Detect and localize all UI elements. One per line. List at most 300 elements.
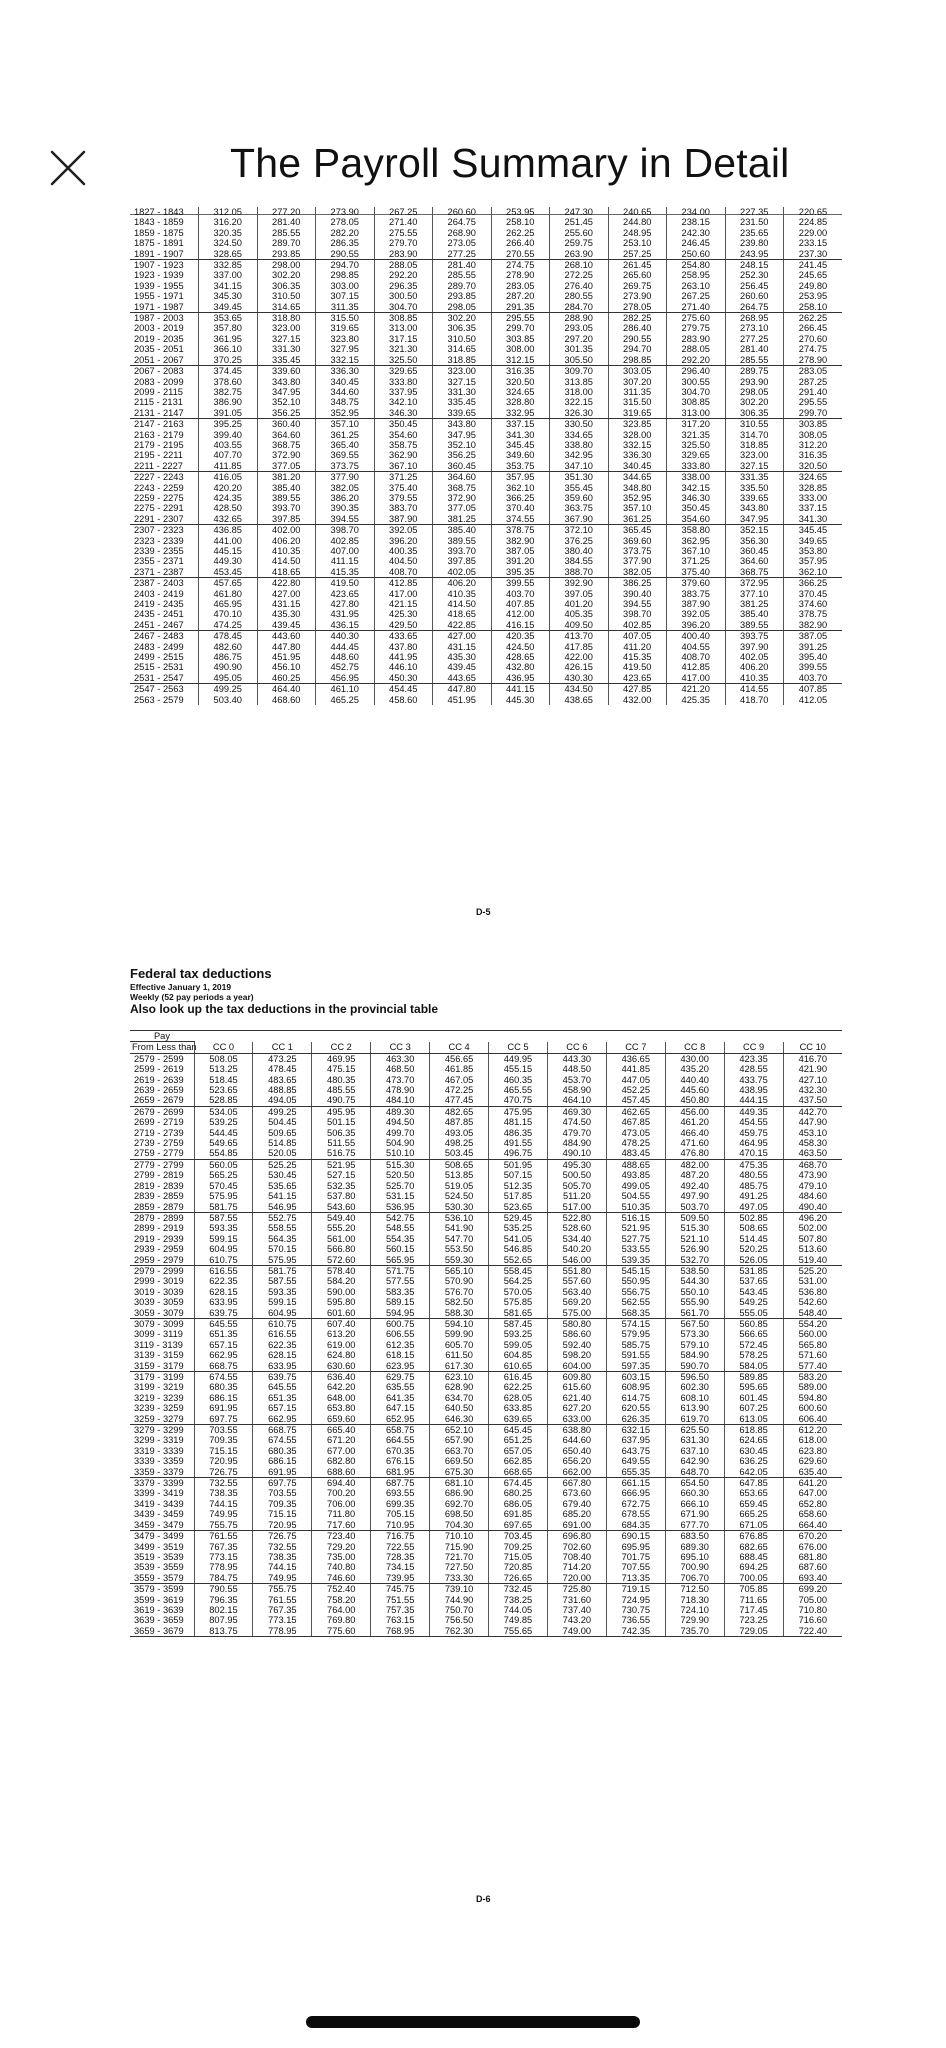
deduction-cell: 724.10 xyxy=(665,1605,724,1615)
deduction-cell: 416.15 xyxy=(491,620,550,631)
deduction-cell: 373.75 xyxy=(608,546,667,556)
pay-range-cell: 2579 - 2599 xyxy=(134,1053,184,1064)
pay-range-cell: 1891 - 1907 xyxy=(130,249,199,260)
pay-range-cell: 2179 - 2195 xyxy=(134,439,184,450)
deduction-cell: 316.20 xyxy=(199,217,258,227)
deduction-cell: 483.65 xyxy=(253,1075,312,1085)
deduction-cell: 499.05 xyxy=(606,1181,665,1191)
deduction-cell: 673.60 xyxy=(547,1488,606,1498)
deduction-cell: 494.05 xyxy=(253,1095,312,1106)
pay-range-cell: 2659 - 2679 xyxy=(130,1095,194,1106)
deduction-cell: 370.40 xyxy=(491,503,550,513)
deduction-cell: 726.75 xyxy=(194,1467,253,1478)
deduction-cell: 497.05 xyxy=(724,1202,783,1213)
deduction-cell: 224.85 xyxy=(784,217,843,227)
deduction-cell: 686.15 xyxy=(253,1456,312,1466)
deduction-cell: 601.45 xyxy=(724,1393,783,1403)
deduction-cell: 441.15 xyxy=(491,684,550,695)
deduction-cell: 346.30 xyxy=(667,493,726,503)
deduction-cell: 716.75 xyxy=(371,1531,430,1542)
pay-range-cell: 2403 - 2419 xyxy=(134,588,184,599)
page-number: D-6 xyxy=(476,1894,491,1904)
pay-range-cell: 3499 - 3519 xyxy=(134,1541,184,1552)
deduction-cell: 653.80 xyxy=(312,1403,371,1413)
deduction-cell: 521.95 xyxy=(606,1223,665,1233)
pay-range-cell: 3639 - 3659 xyxy=(134,1615,184,1626)
deduction-cell: 341.30 xyxy=(491,430,550,440)
deduction-cell: 437.50 xyxy=(783,1095,842,1106)
deduction-cell: 399.40 xyxy=(199,430,258,440)
deduction-cell: 305.50 xyxy=(550,355,609,366)
deduction-cell: 427.80 xyxy=(316,599,375,609)
deduction-cell: 558.45 xyxy=(489,1265,548,1276)
table-row xyxy=(130,599,842,609)
deduction-cell: 399.55 xyxy=(491,578,550,589)
deduction-cell: 262.25 xyxy=(784,313,843,324)
deduction-cell: 542.60 xyxy=(783,1297,842,1307)
deduction-cell: 689.30 xyxy=(665,1542,724,1552)
deduction-cell: 790.55 xyxy=(194,1584,253,1595)
deduction-cell: 569.20 xyxy=(547,1297,606,1307)
section-header xyxy=(130,966,842,1016)
deduction-cell: 624.80 xyxy=(312,1350,371,1360)
deduction-cell: 724.95 xyxy=(606,1595,665,1605)
deduction-cell: 453.45 xyxy=(199,567,258,578)
deduction-cell: 510.10 xyxy=(371,1148,430,1159)
deduction-cell: 411.20 xyxy=(608,642,667,652)
deduction-cell: 349.45 xyxy=(199,302,258,313)
deduction-cell: 402.05 xyxy=(433,567,492,578)
deduction-cell: 435.30 xyxy=(433,652,492,662)
deduction-cell: 300.50 xyxy=(374,291,433,301)
deduction-cell: 352.15 xyxy=(725,525,784,536)
deduction-cell: 784.75 xyxy=(194,1573,253,1584)
deduction-cell: 443.30 xyxy=(547,1053,606,1064)
deduction-cell: 387.05 xyxy=(491,546,550,556)
deduction-cell: 368.75 xyxy=(257,440,316,450)
deduction-cell: 298.05 xyxy=(725,387,784,397)
deduction-cell: 395.40 xyxy=(784,652,843,662)
deduction-cell: 813.75 xyxy=(194,1626,253,1637)
deduction-cell: 431.15 xyxy=(257,599,316,609)
deduction-cell: 580.80 xyxy=(547,1318,606,1329)
deduction-cell: 360.40 xyxy=(257,419,316,430)
deduction-cell: 473.25 xyxy=(253,1053,312,1064)
deduction-cell: 275.60 xyxy=(667,313,726,324)
table-row xyxy=(130,419,842,430)
deduction-cell: 470.10 xyxy=(199,609,258,619)
deduction-cell: 327.15 xyxy=(433,377,492,387)
deduction-cell: 331.30 xyxy=(257,344,316,354)
deduction-cell: 433.65 xyxy=(374,631,433,642)
deduction-cell: 260.60 xyxy=(725,291,784,301)
deduction-cell: 372.95 xyxy=(725,578,784,589)
deduction-cell: 701.75 xyxy=(606,1552,665,1562)
deduction-cell: 339.65 xyxy=(433,408,492,419)
deduction-cell: 281.40 xyxy=(433,260,492,271)
deduction-cell: 421.90 xyxy=(783,1064,842,1074)
deduction-cell: 570.90 xyxy=(430,1276,489,1286)
table-row xyxy=(130,1446,842,1456)
deduction-cell: 361.25 xyxy=(316,430,375,440)
deduction-cell: 651.35 xyxy=(253,1393,312,1403)
deduction-cell: 559.30 xyxy=(430,1255,489,1266)
deduction-cell: 352.10 xyxy=(257,397,316,407)
pay-range-cell: 2371 - 2387 xyxy=(130,567,199,578)
table-row xyxy=(130,1234,842,1244)
deduction-cell: 343.80 xyxy=(725,503,784,513)
deduction-cell: 317.20 xyxy=(667,419,726,430)
deduction-cell: 729.05 xyxy=(724,1626,783,1637)
deduction-cell: 480.35 xyxy=(312,1075,371,1085)
deduction-cell: 336.30 xyxy=(608,450,667,460)
deduction-cell: 414.50 xyxy=(433,599,492,609)
deduction-cell: 497.90 xyxy=(665,1191,724,1201)
deduction-cell: 394.55 xyxy=(316,514,375,525)
deduction-cell: 473.90 xyxy=(783,1170,842,1180)
pay-range-cell: 2939 - 2959 xyxy=(134,1244,184,1255)
deduction-cell: 553.50 xyxy=(430,1244,489,1254)
table-row xyxy=(130,1053,842,1064)
deduction-cell: 249.80 xyxy=(784,281,843,291)
deduction-cell: 542.75 xyxy=(371,1212,430,1223)
deduction-cell: 364.60 xyxy=(257,430,316,440)
deduction-cell: 572.45 xyxy=(724,1340,783,1350)
deduction-cell: 565.25 xyxy=(194,1170,253,1180)
deduction-cell: 350.45 xyxy=(667,503,726,513)
deduction-cell: 320.50 xyxy=(784,461,843,472)
deduction-cell: 377.90 xyxy=(608,556,667,566)
deduction-cell: 374.55 xyxy=(491,514,550,525)
pay-range-cell: 2563 - 2579 xyxy=(134,694,184,705)
deduction-cell: 470.75 xyxy=(489,1095,548,1106)
pay-range-cell: 3579 - 3599 xyxy=(134,1584,184,1595)
deduction-cell: 353.80 xyxy=(784,546,843,556)
deduction-cell: 732.55 xyxy=(253,1542,312,1552)
deduction-cell: 740.80 xyxy=(312,1562,371,1572)
deduction-cell: 260.60 xyxy=(433,207,492,217)
deduction-cell: 442.70 xyxy=(783,1106,842,1117)
deduction-cell: 668.75 xyxy=(194,1361,253,1372)
deduction-cell: 582.50 xyxy=(430,1297,489,1307)
deduction-cell: 697.65 xyxy=(489,1520,548,1531)
pay-range-cell: 3519 - 3539 xyxy=(134,1551,184,1562)
deduction-cell: 248.15 xyxy=(725,260,784,271)
deduction-cell: 344.65 xyxy=(608,472,667,483)
column-header: CC 3 xyxy=(371,1042,430,1053)
deduction-cell: 483.45 xyxy=(606,1148,665,1159)
section-heading: Federal tax deductions xyxy=(130,966,272,981)
deduction-cell: 700.90 xyxy=(665,1562,724,1572)
deduction-cell: 762.30 xyxy=(430,1626,489,1637)
deduction-cell: 546.00 xyxy=(547,1255,606,1266)
deduction-cell: 508.65 xyxy=(430,1159,489,1170)
deduction-cell: 412.85 xyxy=(667,662,726,672)
deduction-cell: 459.75 xyxy=(724,1128,783,1138)
upper-tax-table xyxy=(130,207,842,904)
deduction-cell: 475.35 xyxy=(724,1159,783,1170)
deduction-cell: 509.50 xyxy=(665,1212,724,1223)
pay-range-cell: 3219 - 3239 xyxy=(134,1392,184,1403)
deduction-cell: 671.05 xyxy=(724,1520,783,1531)
deduction-cell: 402.85 xyxy=(608,620,667,631)
deduction-cell: 495.95 xyxy=(312,1106,371,1117)
table-row xyxy=(130,440,842,450)
deduction-cell: 581.65 xyxy=(489,1308,548,1319)
deduction-cell: 761.55 xyxy=(253,1595,312,1605)
deduction-cell: 730.75 xyxy=(606,1605,665,1615)
pay-range-cell: 2355 - 2371 xyxy=(134,556,184,567)
deduction-cell: 450.80 xyxy=(665,1095,724,1106)
table-row xyxy=(130,1626,842,1637)
deduction-cell: 362.95 xyxy=(667,536,726,546)
deduction-cell: 470.15 xyxy=(724,1148,783,1159)
pay-range-cell: 3079 - 3099 xyxy=(134,1318,184,1329)
deduction-cell: 521.10 xyxy=(665,1234,724,1244)
deduction-cell: 329.65 xyxy=(374,366,433,377)
deduction-cell: 509.65 xyxy=(253,1128,312,1138)
deduction-cell: 709.25 xyxy=(489,1542,548,1552)
deduction-cell: 361.95 xyxy=(199,334,258,344)
deduction-cell: 253.95 xyxy=(491,207,550,217)
pay-range-cell: 1939 - 1955 xyxy=(134,280,184,291)
deduction-cell: 367.90 xyxy=(550,514,609,525)
deduction-cell: 308.05 xyxy=(784,430,843,440)
deduction-cell: 601.60 xyxy=(312,1308,371,1319)
deduction-cell: 448.50 xyxy=(547,1064,606,1074)
table-row xyxy=(130,1425,842,1436)
pay-range-cell: 2599 - 2619 xyxy=(134,1064,184,1075)
table-row xyxy=(130,323,842,333)
deduction-cell: 575.85 xyxy=(489,1297,548,1307)
close-button[interactable] xyxy=(48,148,88,188)
deduction-cell: 635.55 xyxy=(371,1382,430,1392)
deduction-cell: 277.20 xyxy=(257,207,316,217)
deduction-cell: 372.90 xyxy=(257,450,316,460)
deduction-cell: 451.95 xyxy=(257,652,316,662)
deduction-cell: 349.65 xyxy=(784,536,843,546)
deduction-cell: 308.85 xyxy=(374,313,433,324)
deduction-cell: 340.45 xyxy=(608,461,667,472)
table-row xyxy=(130,536,842,546)
deduction-cell: 579.95 xyxy=(606,1329,665,1339)
deduction-cell: 377.10 xyxy=(725,589,784,599)
deduction-cell: 627.20 xyxy=(547,1403,606,1413)
deduction-cell: 280.55 xyxy=(550,291,609,301)
deduction-cell: 357.95 xyxy=(491,472,550,483)
table-row xyxy=(130,461,842,472)
deduction-cell: 351.30 xyxy=(550,472,609,483)
deduction-cell: 250.60 xyxy=(667,249,726,260)
deduction-cell: 552.65 xyxy=(489,1255,548,1266)
deduction-cell: 441.95 xyxy=(374,652,433,662)
deduction-cell: 767.35 xyxy=(253,1605,312,1615)
deduction-cell: 348.75 xyxy=(316,397,375,407)
deduction-cell: 268.10 xyxy=(550,260,609,271)
home-indicator[interactable] xyxy=(306,2016,640,2028)
deduction-cell: 592.40 xyxy=(547,1340,606,1350)
deduction-cell: 455.15 xyxy=(489,1064,548,1074)
deduction-cell: 680.25 xyxy=(489,1488,548,1498)
deduction-cell: 697.75 xyxy=(253,1478,312,1489)
table-row xyxy=(130,642,842,652)
deduction-cell: 396.20 xyxy=(374,536,433,546)
deduction-cell: 271.40 xyxy=(374,217,433,227)
deduction-cell: 450.30 xyxy=(374,673,433,684)
deduction-cell: 374.45 xyxy=(199,366,258,377)
table-row xyxy=(130,1212,842,1223)
deduction-cell: 443.65 xyxy=(433,673,492,684)
deduction-cell: 267.25 xyxy=(374,207,433,217)
pay-range-cell: 3459 - 3479 xyxy=(130,1520,194,1531)
deduction-cell: 251.45 xyxy=(550,217,609,227)
deduction-cell: 514.85 xyxy=(253,1138,312,1148)
table-row xyxy=(130,662,842,672)
deduction-cell: 692.70 xyxy=(430,1499,489,1509)
deduction-cell: 746.60 xyxy=(312,1573,371,1584)
table-row xyxy=(130,514,842,525)
deduction-cell: 723.40 xyxy=(312,1531,371,1542)
deduction-cell: 333.00 xyxy=(784,493,843,503)
deduction-cell: 715.15 xyxy=(253,1509,312,1519)
deduction-cell: 755.75 xyxy=(253,1584,312,1595)
deduction-cell: 652.80 xyxy=(783,1499,842,1509)
deduction-cell: 539.35 xyxy=(606,1255,665,1266)
deduction-cell: 616.55 xyxy=(194,1265,253,1276)
deduction-cell: 656.20 xyxy=(547,1456,606,1466)
deduction-cell: 610.75 xyxy=(253,1318,312,1329)
deduction-cell: 505.70 xyxy=(547,1181,606,1191)
deduction-cell: 496.75 xyxy=(489,1148,548,1159)
deduction-cell: 647.85 xyxy=(724,1478,783,1489)
deduction-cell: 461.10 xyxy=(316,684,375,695)
deduction-cell: 335.50 xyxy=(725,483,784,493)
deduction-cell: 663.70 xyxy=(430,1446,489,1456)
pay-range-cell: 2067 - 2083 xyxy=(134,366,184,377)
deduction-cell: 284.70 xyxy=(550,302,609,313)
deduction-cell: 700.05 xyxy=(724,1573,783,1584)
deduction-cell: 417.85 xyxy=(550,642,609,652)
deduction-cell: 369.55 xyxy=(316,450,375,460)
deduction-cell: 277.25 xyxy=(433,249,492,260)
deduction-cell: 502.00 xyxy=(783,1223,842,1233)
deduction-cell: 484.10 xyxy=(371,1095,430,1106)
deduction-cell: 282.20 xyxy=(316,228,375,238)
deduction-cell: 427.00 xyxy=(433,631,492,642)
deduction-cell: 378.60 xyxy=(199,377,258,387)
deduction-cell: 299.70 xyxy=(784,408,843,419)
table-row xyxy=(130,1297,842,1307)
table-row xyxy=(130,1075,842,1085)
deduction-cell: 258.95 xyxy=(667,270,726,280)
table-row xyxy=(130,556,842,566)
table-row xyxy=(130,313,842,324)
deduction-cell: 548.40 xyxy=(783,1308,842,1319)
deduction-cell: 346.30 xyxy=(374,408,433,419)
from-less-than-header: From Less than xyxy=(132,1042,197,1053)
deduction-cell: 481.15 xyxy=(489,1117,548,1127)
table-row xyxy=(130,546,842,556)
deduction-cell: 485.75 xyxy=(724,1181,783,1191)
deduction-cell: 403.70 xyxy=(491,589,550,599)
deduction-cell: 607.40 xyxy=(312,1318,371,1329)
table-row xyxy=(130,1605,842,1615)
table-row xyxy=(130,525,842,536)
deduction-cell: 694.25 xyxy=(724,1562,783,1572)
deduction-cell: 339.60 xyxy=(257,366,316,377)
deduction-cell: 606.55 xyxy=(371,1329,430,1339)
pay-range-cell: 2467 - 2483 xyxy=(134,631,184,642)
deduction-cell: 737.40 xyxy=(547,1605,606,1615)
deduction-cell: 534.40 xyxy=(547,1234,606,1244)
deduction-cell: 636.40 xyxy=(312,1372,371,1383)
deduction-cell: 345.45 xyxy=(491,440,550,450)
deduction-cell: 290.55 xyxy=(316,249,375,260)
deduction-cell: 613.20 xyxy=(312,1329,371,1339)
deduction-cell: 520.05 xyxy=(253,1148,312,1159)
deduction-cell: 568.35 xyxy=(606,1308,665,1319)
deduction-cell: 593.35 xyxy=(194,1223,253,1233)
deduction-cell: 578.40 xyxy=(312,1265,371,1276)
deduction-cell: 606.40 xyxy=(783,1414,842,1425)
deduction-cell: 435.20 xyxy=(665,1064,724,1074)
deduction-cell: 618.15 xyxy=(371,1350,430,1360)
deduction-cell: 425.35 xyxy=(667,695,726,705)
deduction-cell: 301.35 xyxy=(550,344,609,354)
deduction-cell: 751.55 xyxy=(371,1595,430,1605)
deduction-cell: 638.80 xyxy=(547,1425,606,1436)
deduction-cell: 367.10 xyxy=(374,461,433,472)
deduction-cell: 431.15 xyxy=(433,642,492,652)
deduction-cell: 807.95 xyxy=(194,1615,253,1625)
deduction-cell: 446.10 xyxy=(374,662,433,672)
deduction-cell: 271.40 xyxy=(667,302,726,313)
deduction-cell: 743.20 xyxy=(547,1615,606,1625)
deduction-cell: 357.80 xyxy=(199,323,258,333)
deduction-cell: 541.05 xyxy=(489,1234,548,1244)
deduction-cell: 635.40 xyxy=(783,1467,842,1478)
deduction-cell: 377.90 xyxy=(316,472,375,483)
table-row xyxy=(130,1318,842,1329)
table-row xyxy=(130,1467,842,1478)
deduction-cell: 637.95 xyxy=(606,1435,665,1445)
deduction-cell: 467.05 xyxy=(430,1075,489,1085)
pay-range-cell: 2739 - 2759 xyxy=(134,1138,184,1149)
deduction-cell: 504.90 xyxy=(371,1138,430,1148)
deduction-cell: 566.80 xyxy=(312,1244,371,1254)
deduction-cell: 516.75 xyxy=(312,1148,371,1159)
deduction-cell: 430.00 xyxy=(665,1053,724,1064)
deduction-cell: 252.30 xyxy=(725,270,784,280)
deduction-cell: 640.50 xyxy=(430,1403,489,1413)
table-row xyxy=(130,366,842,377)
deduction-cell: 571.60 xyxy=(783,1350,842,1360)
pay-range-cell: 3539 - 3559 xyxy=(134,1562,184,1573)
deduction-cell: 273.10 xyxy=(725,323,784,333)
deduction-cell: 296.35 xyxy=(374,281,433,291)
deduction-cell: 426.15 xyxy=(550,662,609,672)
deduction-cell: 399.55 xyxy=(784,662,843,672)
pay-range-cell: 2839 - 2859 xyxy=(134,1191,184,1202)
deduction-cell: 720.95 xyxy=(253,1520,312,1531)
deduction-cell: 348.80 xyxy=(608,483,667,493)
deduction-cell: 369.60 xyxy=(608,536,667,546)
deduction-cell: 285.55 xyxy=(257,228,316,238)
deduction-cell: 286.40 xyxy=(608,323,667,333)
table-row xyxy=(130,1159,842,1170)
deduction-cell: 708.40 xyxy=(547,1552,606,1562)
deduction-cell: 767.35 xyxy=(194,1542,253,1552)
